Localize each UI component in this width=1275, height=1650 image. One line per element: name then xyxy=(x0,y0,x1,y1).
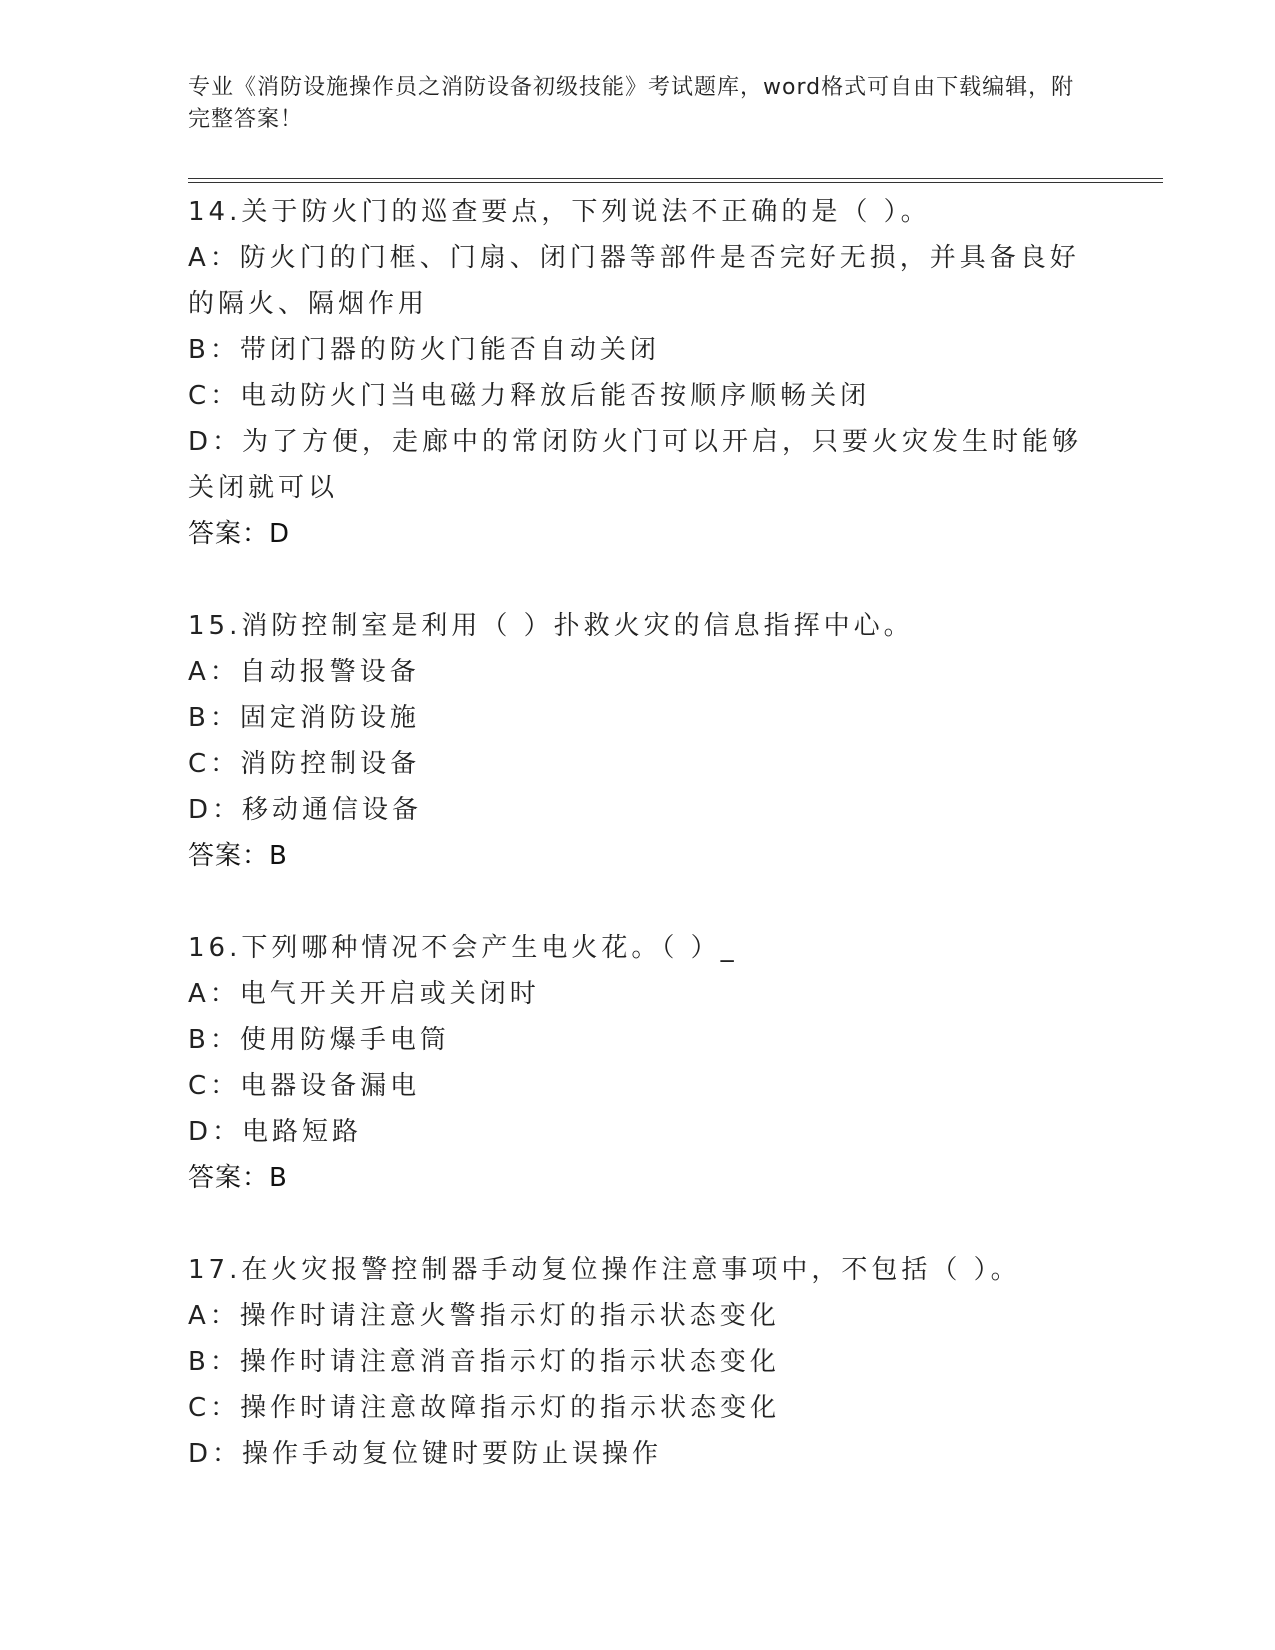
option-d: D：电路短路 xyxy=(188,1117,363,1147)
option-b: B：操作时请注意消音指示灯的指示状态变化 xyxy=(188,1347,780,1377)
option-b: B：带闭门器的防火门能否自动关闭 xyxy=(188,335,660,365)
option-a: A：操作时请注意火警指示灯的指示状态变化 xyxy=(188,1301,780,1331)
question-15 xyxy=(188,603,1163,879)
question-stem: 17.在火灾报警控制器手动复位操作注意事项中，不包括（ ）。 xyxy=(188,1255,1021,1285)
question-stem: 14.关于防火门的巡查要点，下列说法不正确的是（ ）。 xyxy=(188,197,931,227)
option-a: A：防火门的门框、门扇、闭门器等部件是否完好无损，并具备良好的隔火、隔烟作用 xyxy=(188,243,1080,319)
question-stem: 16.下列哪种情况不会产生电火花。（ ）_ xyxy=(188,933,738,963)
document-page xyxy=(188,0,1163,1650)
option-d: D：移动通信设备 xyxy=(188,795,423,825)
option-d: D：为了方便，走廊中的常闭防火门可以开启，只要火灾发生时能够关闭就可以 xyxy=(188,427,1083,503)
question-14 xyxy=(188,189,1163,557)
question-list xyxy=(188,189,1163,1523)
option-b: B：固定消防设施 xyxy=(188,703,420,733)
option-a: A：电气开关开启或关闭时 xyxy=(188,979,540,1009)
option-d: D：操作手动复位键时要防止误操作 xyxy=(188,1439,663,1469)
option-c: C：消防控制设备 xyxy=(188,749,421,779)
answer-label: 答案：B xyxy=(188,1163,288,1193)
answer-label: 答案：D xyxy=(188,519,291,549)
question-16 xyxy=(188,925,1163,1201)
question-stem: 15.消防控制室是利用（ ）扑救火灾的信息指挥中心。 xyxy=(188,611,914,641)
option-c: C：操作时请注意故障指示灯的指示状态变化 xyxy=(188,1393,781,1423)
question-17 xyxy=(188,1247,1163,1477)
answer-label: 答案：B xyxy=(188,841,288,871)
option-a: A：自动报警设备 xyxy=(188,657,420,687)
option-b: B：使用防爆手电筒 xyxy=(188,1025,450,1055)
option-c: C：电器设备漏电 xyxy=(188,1071,421,1101)
page-header: 专业《消防设施操作员之消防设备初级技能》考试题库，word格式可自由下载编辑，附完整答案！ xyxy=(188,75,1075,132)
option-c: C：电动防火门当电磁力释放后能否按顺序顺畅关闭 xyxy=(188,381,871,411)
header-divider xyxy=(188,178,1163,183)
